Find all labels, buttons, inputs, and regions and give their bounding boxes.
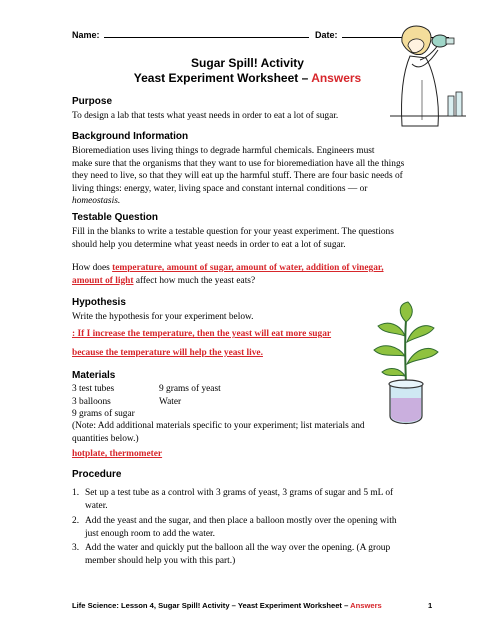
material-item: Water: [159, 396, 182, 407]
materials-list-left: [72, 383, 172, 421]
procedure-step: 2. Add the yeast and the sugar, and then place a balloon mostly over the opening with just enough room to add the water.: [72, 516, 397, 539]
title-line2: Yeast Experiment Worksheet – Answers: [133, 71, 362, 85]
answer-variables: temperature, amount of sugar, amount of water, addition of vinegar,: [112, 263, 384, 273]
materials-list-right: [159, 383, 279, 408]
testable-question-text: Fill in the blanks to write a testable question for your yeast experiment. The questions should help you determine what yeast needs in order to eat a lot of sugar.: [72, 227, 394, 250]
purpose-text: To design a lab that tests what yeast needs in order to eat a lot of sugar.: [72, 111, 339, 121]
procedure-step: 3. Add the water and quickly put the balloon all the way over the opening. (A group member should help you with this part.): [72, 543, 391, 566]
materials-note: (Note: Add additional materials specific to your experiment; list materials and quantities below.): [72, 421, 365, 444]
page-number: 1: [428, 601, 433, 610]
name-field[interactable]: [72, 29, 309, 40]
material-item: 9 grams of yeast: [159, 384, 221, 394]
materials-heading: Materials: [72, 370, 116, 381]
procedure-step: 1. Set up a test tube as a control with 3 grams of yeast, 3 grams of sugar and 5 mL of water.: [72, 488, 394, 511]
hypothesis-heading: Hypothesis: [72, 297, 126, 308]
hypothesis-answer-1: : If I increase the temperature, then the yeast will eat more sugar: [72, 329, 332, 339]
name-blank[interactable]: [104, 29, 309, 38]
testable-question-answer: How does temperature, amount of sugar, amount of water, addition of vinegar, amount of light affect how much the yeast eats?: [72, 263, 384, 286]
date-label: Date:: [315, 30, 338, 40]
background-text: Bioremediation uses living things to degrade harmful chemicals. Engineers must make sure that the organisms that they want to use for bioremediation have all the things they need to live, so that they will eat up the harmful stuff. There are four basic needs of living things: energy, water, living space and constant internal conditions — or homeostasis.: [72, 146, 405, 206]
hypothesis-text: Write the hypothesis for your experiment below.: [72, 312, 254, 322]
procedure-heading: Procedure: [72, 469, 122, 480]
background-heading: Background Information: [72, 131, 189, 142]
plant-test-tube-illustration: [368, 300, 444, 430]
materials-answer: hotplate, thermometer: [72, 449, 163, 459]
title-answers: Answers: [311, 71, 362, 85]
hypothesis-answer-2: because the temperature will help the yeast live.: [72, 348, 263, 358]
title-line1: Sugar Spill! Activity: [191, 56, 304, 70]
material-item: 3 balloons: [72, 396, 111, 407]
material-item: 9 grams of sugar: [72, 409, 135, 419]
name-label: Name:: [72, 30, 100, 40]
answer-light: amount of light: [72, 275, 134, 286]
material-item: 3 test tubes: [72, 384, 115, 394]
page-footer: Life Science: Lesson 4, Sugar Spill! Activity – Yeast Experiment Worksheet – Answers: [72, 601, 382, 610]
footer-answers: Answers: [350, 601, 382, 610]
purpose-heading: Purpose: [72, 96, 113, 107]
testable-question-heading: Testable Question: [72, 212, 158, 223]
